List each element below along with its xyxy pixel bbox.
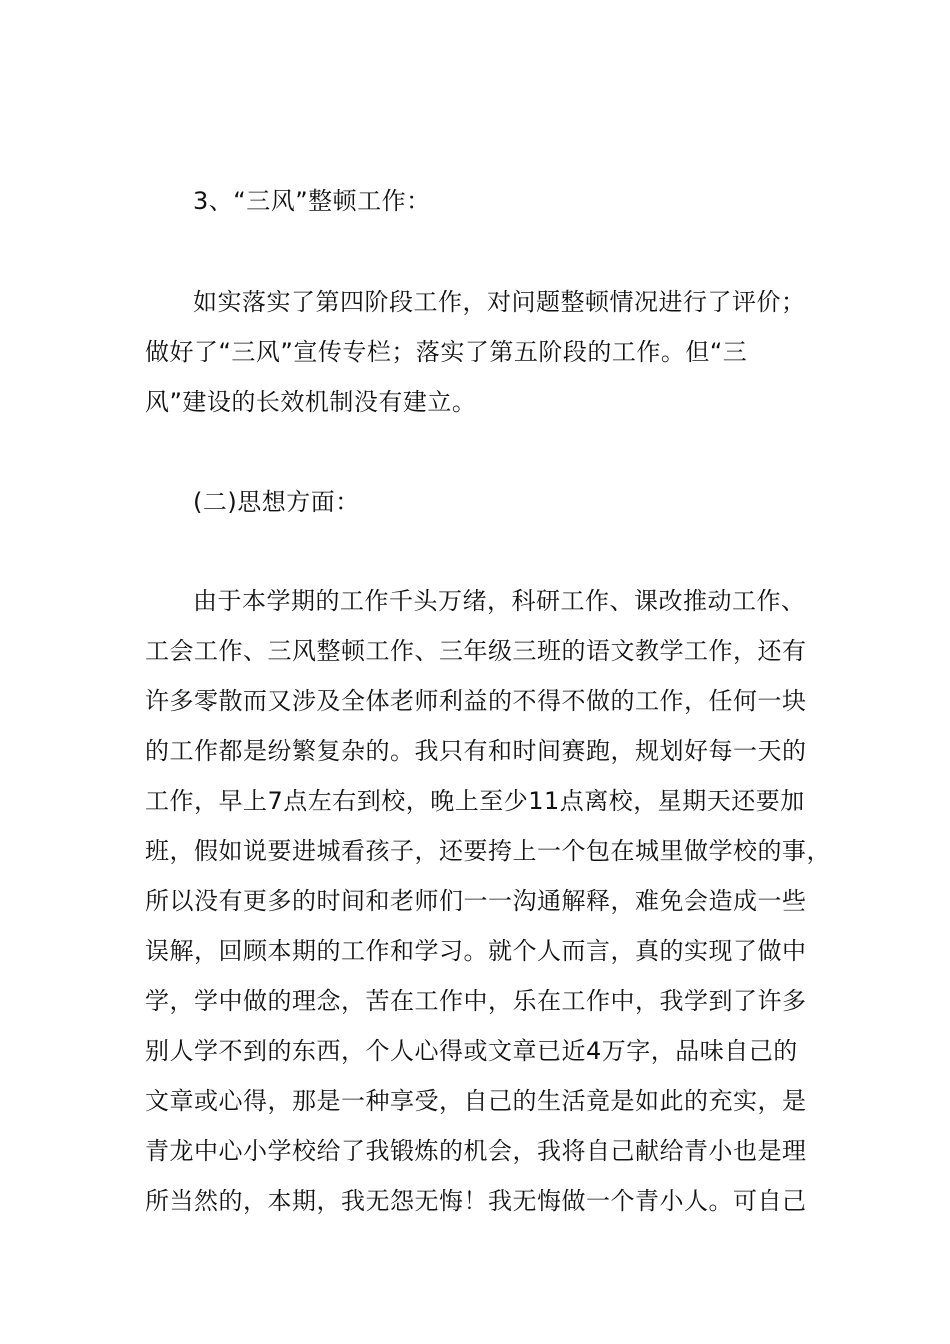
paragraph-line: 工会工作、三风整顿工作、三年级三班的语文教学工作，还有 [145, 637, 807, 665]
paragraph-line: 如实落实了第四阶段工作，对问题整顿情况进行了评价； [193, 288, 806, 316]
paragraph-line: 班，假如说要进城看孩子，还要挎上一个包在城里做学校的事， [145, 837, 831, 865]
paragraph-line: 工作，早上7点左右到校，晚上至少11点离校，星期天还要加 [145, 787, 805, 815]
paragraph-line: 别人学不到的东西，个人心得或文章已近4万字，品味自己的 [145, 1037, 798, 1065]
section-heading-three-styles: 3、“三风”整顿工作： [193, 187, 431, 215]
paragraph-line: 文章或心得，那是一种享受，自己的生活竟是如此的充实，是 [145, 1087, 807, 1115]
paragraph-line: 做好了“三风”宣传专栏；落实了第五阶段的工作。但“三 [145, 338, 748, 366]
paragraph-line: 许多零散而又涉及全体老师利益的不得不做的工作，任何一块 [145, 687, 807, 715]
paragraph-line: 学，学中做的理念，苦在工作中，乐在工作中，我学到了许多 [145, 987, 807, 1015]
paragraph-line: 误解，回顾本期的工作和学习。就个人而言，真的实现了做中 [145, 937, 807, 965]
section-heading-thought: (二)思想方面： [193, 488, 360, 516]
paragraph-line: 风”建设的长效机制没有建立。 [145, 388, 477, 416]
paragraph-line: 由于本学期的工作千头万绪，科研工作、课改推动工作、 [193, 587, 806, 615]
paragraph-line: 所当然的，本期，我无怨无悔！我无悔做一个青小人。可自己 [145, 1187, 807, 1215]
paragraph-line: 所以没有更多的时间和老师们一一沟通解释，难免会造成一些 [145, 887, 807, 915]
paragraph-line: 的工作都是纷繁复杂的。我只有和时间赛跑，规划好每一天的 [145, 737, 807, 765]
paragraph-line: 青龙中心小学校给了我锻炼的机会，我将自己献给青小也是理 [145, 1137, 807, 1165]
